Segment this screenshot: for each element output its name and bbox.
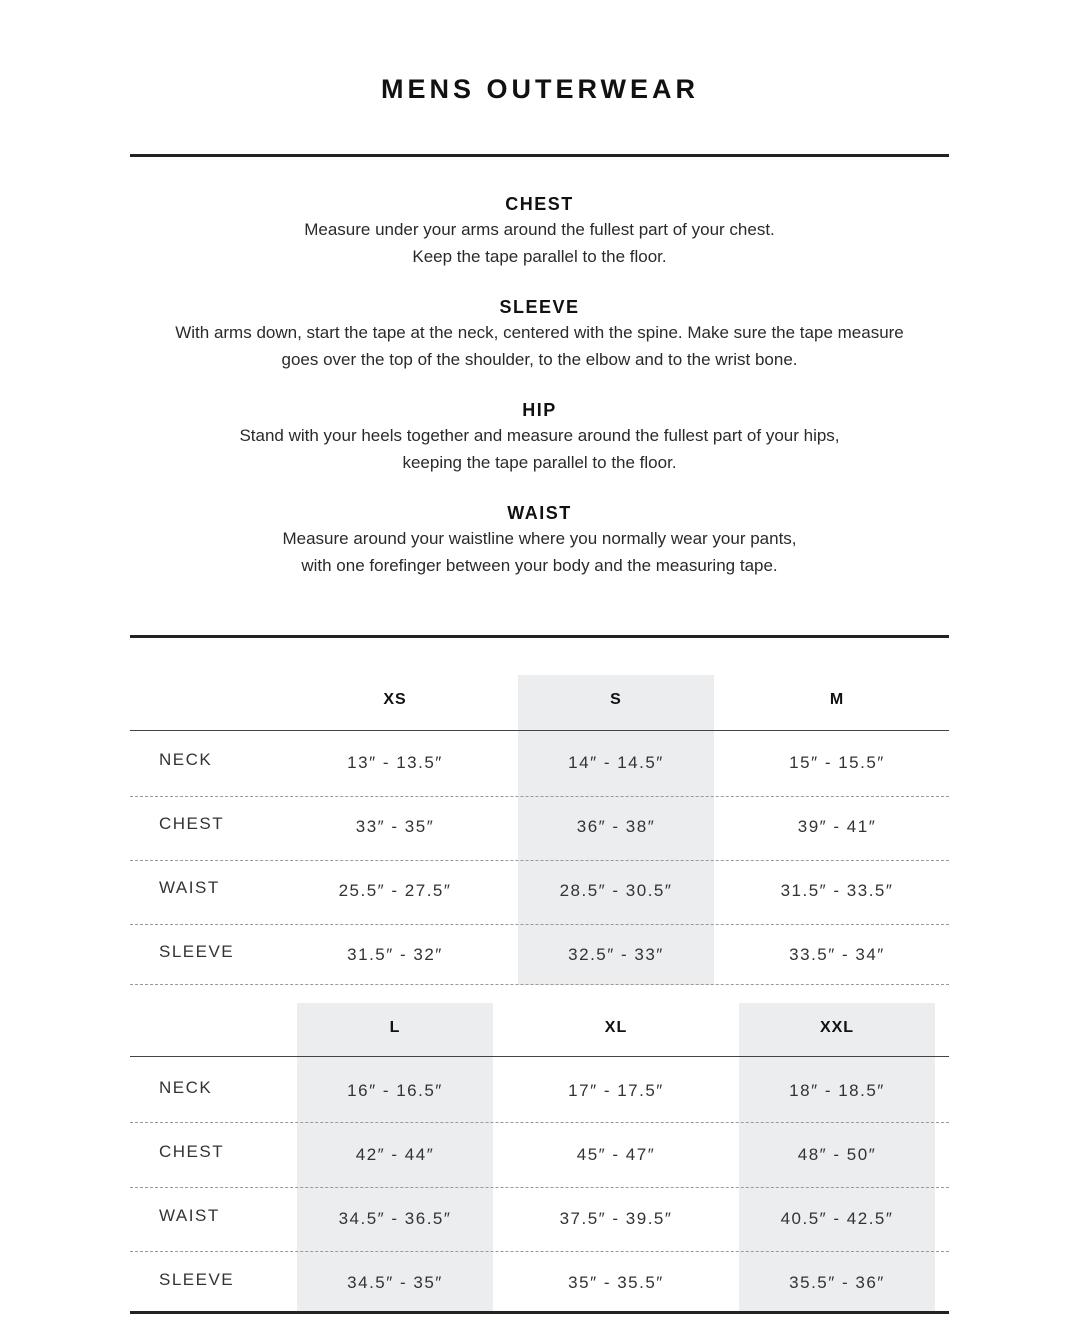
instruction-text: Measure under your arms around the fullest part of your chest.	[304, 220, 775, 239]
size-header-row	[130, 675, 949, 731]
size-value: 31.5″ - 33.5″	[780, 881, 894, 900]
bottom-divider	[130, 1311, 949, 1314]
table-top-divider	[130, 635, 949, 638]
size-header: XS	[383, 691, 407, 708]
table-row	[130, 859, 949, 923]
size-value: 33″ - 35″	[355, 817, 435, 836]
size-table-1	[130, 675, 949, 985]
size-value: 42″ - 44″	[355, 1145, 435, 1164]
instruction-chest	[130, 192, 949, 270]
size-value: 48″ - 50″	[797, 1145, 877, 1164]
size-value: 36″ - 38″	[576, 817, 656, 836]
instruction-heading: WAIST	[507, 503, 572, 523]
row-label: SLEEVE	[159, 1270, 235, 1289]
instruction-text: Keep the tape parallel to the floor.	[412, 247, 667, 266]
size-header: M	[829, 691, 845, 708]
size-value: 32.5″ - 33″	[568, 945, 664, 964]
instruction-waist	[130, 501, 949, 579]
table-row	[130, 1059, 949, 1123]
page-title: MENS OUTERWEAR	[380, 74, 699, 104]
size-value: 25.5″ - 27.5″	[338, 881, 452, 900]
size-value: 16″ - 16.5″	[347, 1081, 443, 1100]
size-value: 33.5″ - 34″	[789, 945, 885, 964]
size-value: 34.5″ - 35″	[347, 1273, 443, 1292]
size-value: 37.5″ - 39.5″	[559, 1209, 673, 1228]
size-value: 14″ - 14.5″	[568, 753, 664, 772]
instruction-text: Measure around your waistline where you normally wear your pants,	[282, 529, 797, 548]
size-value: 35.5″ - 36″	[789, 1273, 885, 1292]
measurement-instructions	[130, 192, 949, 604]
size-header: L	[389, 1019, 401, 1036]
size-value: 39″ - 41″	[797, 817, 877, 836]
size-header-row	[130, 1003, 949, 1059]
instruction-sleeve	[130, 295, 949, 373]
instruction-text: keeping the tape parallel to the floor.	[402, 453, 677, 472]
row-label: NECK	[159, 1078, 213, 1097]
size-value: 34.5″ - 36.5″	[338, 1209, 452, 1228]
row-label: WAIST	[159, 1206, 220, 1225]
size-value: 31.5″ - 32″	[347, 945, 443, 964]
size-value: 18″ - 18.5″	[789, 1081, 885, 1100]
row-divider	[130, 984, 949, 985]
size-value: 45″ - 47″	[576, 1145, 656, 1164]
size-value: 13″ - 13.5″	[347, 753, 443, 772]
table-row	[130, 1123, 949, 1187]
table-row	[130, 731, 949, 795]
instruction-heading: SLEEVE	[499, 297, 580, 317]
header-divider	[130, 1056, 949, 1057]
row-label: CHEST	[159, 1142, 225, 1161]
row-label: NECK	[159, 750, 213, 769]
size-value: 40.5″ - 42.5″	[780, 1209, 894, 1228]
table-row	[130, 1187, 949, 1251]
table-row	[130, 795, 949, 859]
size-header: S	[610, 691, 622, 708]
size-header: XL	[604, 1019, 628, 1036]
size-header: XXL	[819, 1019, 855, 1036]
instruction-text: goes over the top of the shoulder, to the elbow and to the wrist bone.	[281, 350, 798, 369]
size-table-2	[130, 1003, 949, 1313]
size-value: 28.5″ - 30.5″	[559, 881, 673, 900]
instruction-text: With arms down, start the tape at the neck, centered with the spine. Make sure the tape measure	[175, 323, 904, 342]
size-value: 15″ - 15.5″	[789, 753, 885, 772]
instruction-text: Stand with your heels together and measure around the fullest part of your hips,	[239, 426, 840, 445]
row-label: CHEST	[159, 814, 225, 833]
instruction-heading: HIP	[522, 400, 557, 420]
row-label: SLEEVE	[159, 942, 235, 961]
table-row	[130, 1251, 949, 1315]
size-value: 35″ - 35.5″	[568, 1273, 664, 1292]
table-row	[130, 923, 949, 987]
instruction-text: with one forefinger between your body and the measuring tape.	[301, 556, 778, 575]
row-label: WAIST	[159, 878, 220, 897]
instruction-hip	[130, 398, 949, 476]
instruction-heading: CHEST	[505, 194, 574, 214]
size-value: 17″ - 17.5″	[568, 1081, 664, 1100]
top-divider	[130, 154, 949, 157]
